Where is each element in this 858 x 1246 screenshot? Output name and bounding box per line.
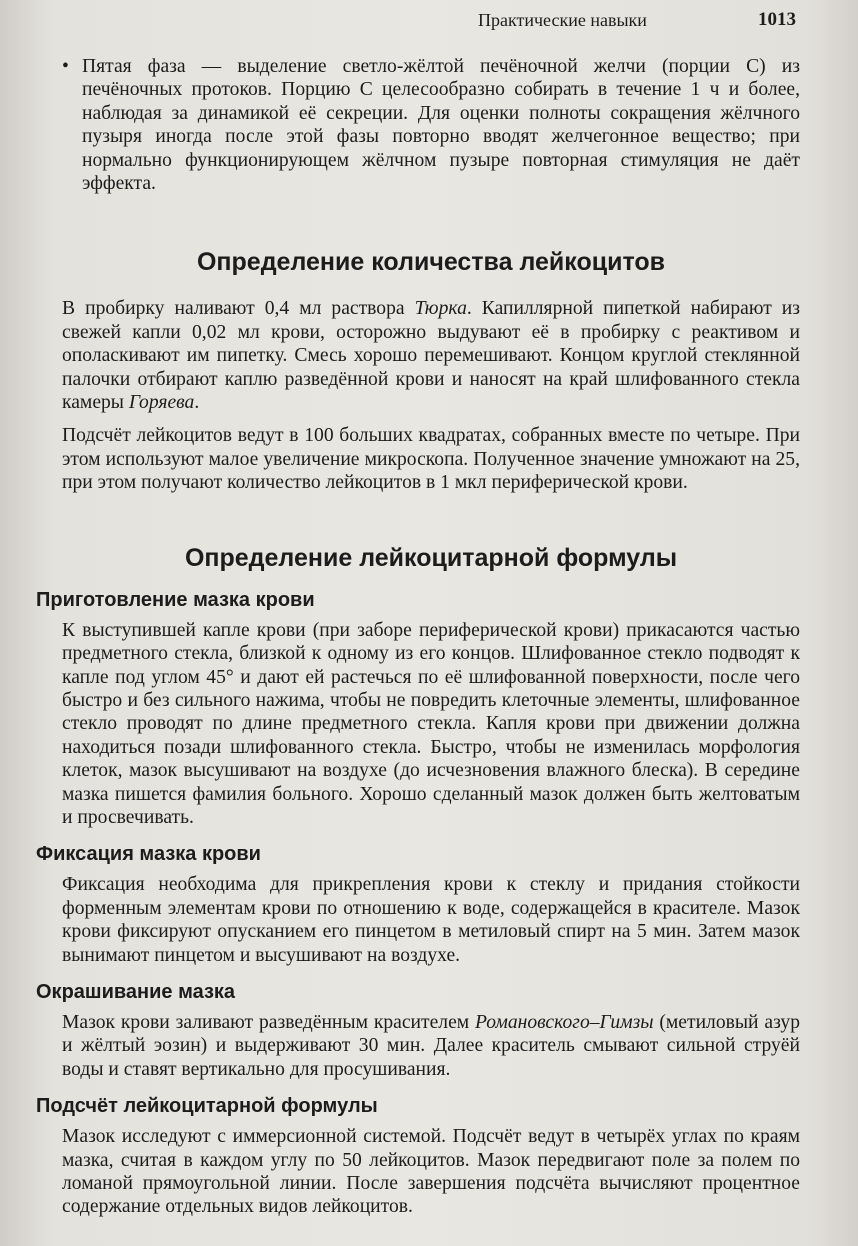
subheading-smear-staining: Окрашивание мазка [36,980,236,1003]
italic-term-goryaev: Горяева [128,392,195,414]
paragraph-smear-fixation: Фиксация необходима для прикрепления крови к стеклу и придания стойкости форменным элементам крови по отношению к воде, содержащейся в красителе. Мазок крови фиксируют опусканием его пинцетом в метиловый спирт на 5 мин. Затем мазок вынимают пинцетом и высушивают на воздухе. [62,874,800,966]
page-number: 1013 [758,9,796,30]
bullet-item-fifth-phase: • Пятая фаза — выделение светло-жёлтой печёночной желчи (порции С) из печёночных протоков. Порцию С целесообразно собирать в течение 1 ч и более, наблюдая за динамикой её секреции. Для оценки полноты сокращения жёлчного пузыря иногда после этой фазы повторно вводят желчегонное вещество; при нормально функционирующем жёлчном пузыре повторная стимуляция не даёт эффекта. [62,55,800,195]
paragraph-smear-preparation: К выступившей капле крови (при заборе периферической крови) прикасаются частью предметного стекла, близкой к одному из его концов. Шлифованное стекло подводят к капле под углом 45° и дают ей растечься по её шлифованной поверхности, после чего быстро и без сильного нажима, чтобы не повредить клеточные элементы, шлифованное стекло проводят по длине предметного стекла. Капля крови при движении должна находиться позади шлифованного стекла. Быстро, чтобы не изменилась морфология клеток, мазок высушивают на воздухе (до исчезновения влажного блеска). В середине мазка пишется фамилия больного. Хорошо сделанный мазок должен быть желтоватым и просвечивать. [62,619,800,828]
paragraph-smear-staining [62,1011,800,1081]
italic-term-romanovsky-giemsa: Романовского–Гимзы [475,1011,654,1033]
subheading-smear-fixation: Фиксация мазка крови [36,843,261,866]
text-span: . [194,392,200,414]
running-head-section-title: Практические навыки [478,10,647,30]
paragraph-leukocyte-count-calculation: Подсчёт лейкоцитов ведут в 100 больших квадратах, собранных вместе по четыре. При этом используют малое увеличение микроскопа. Полученное значение умножают на 25, при этом получают количество лейкоцитов в 1 мкл периферической крови. [62,425,800,494]
subheading-formula-count: Подсчёт лейкоцитарной формулы [36,1095,378,1118]
paragraph-formula-count: Мазок исследуют с иммерсионной системой. Подсчёт ведут в четырёх углах по краям мазка, считая в каждом углу по 50 лейкоцитов. Мазок передвигают поле за полем по ломаной прямоугольной линии. После завершения подсчёта вычисляют процентное содержание отдельных видов лейкоцитов. [62,1126,800,1218]
paragraph-leukocyte-count-procedure [62,297,800,414]
text-span: Мазок крови заливают разведённым красителем [62,1011,476,1033]
italic-term-turk: Тюрка [414,298,467,320]
section-heading-leukocyte-count: Определение количества лейкоцитов [196,248,666,277]
bullet-list [62,55,800,195]
subheading-smear-preparation: Приготовление мазка крови [36,588,315,611]
section-heading-leukocyte-formula: Определение лейкоцитарной формулы [184,543,678,572]
running-head [0,8,858,32]
text-span: . Капиллярной пипеткой набирают из свежей капли 0,02 мл крови, осторожно выдувают её в пробирку с реактивом и ополаскивают им пипетку. Смесь хорошо перемешивают. Концом круглой стеклянной палочки отбирают каплю разведённой крови и наносят на край шлифованного стекла камеры [62,298,800,414]
text-span: (метиловый азур и жёлтый эозин) и выдерживают 30 мин. Далее краситель смывают сильной струёй воды и ставят вертикально для просушивания. [62,1011,800,1080]
page-content [36,55,800,1219]
text-span: В пробирку наливают 0,4 мл раствора [62,298,415,320]
